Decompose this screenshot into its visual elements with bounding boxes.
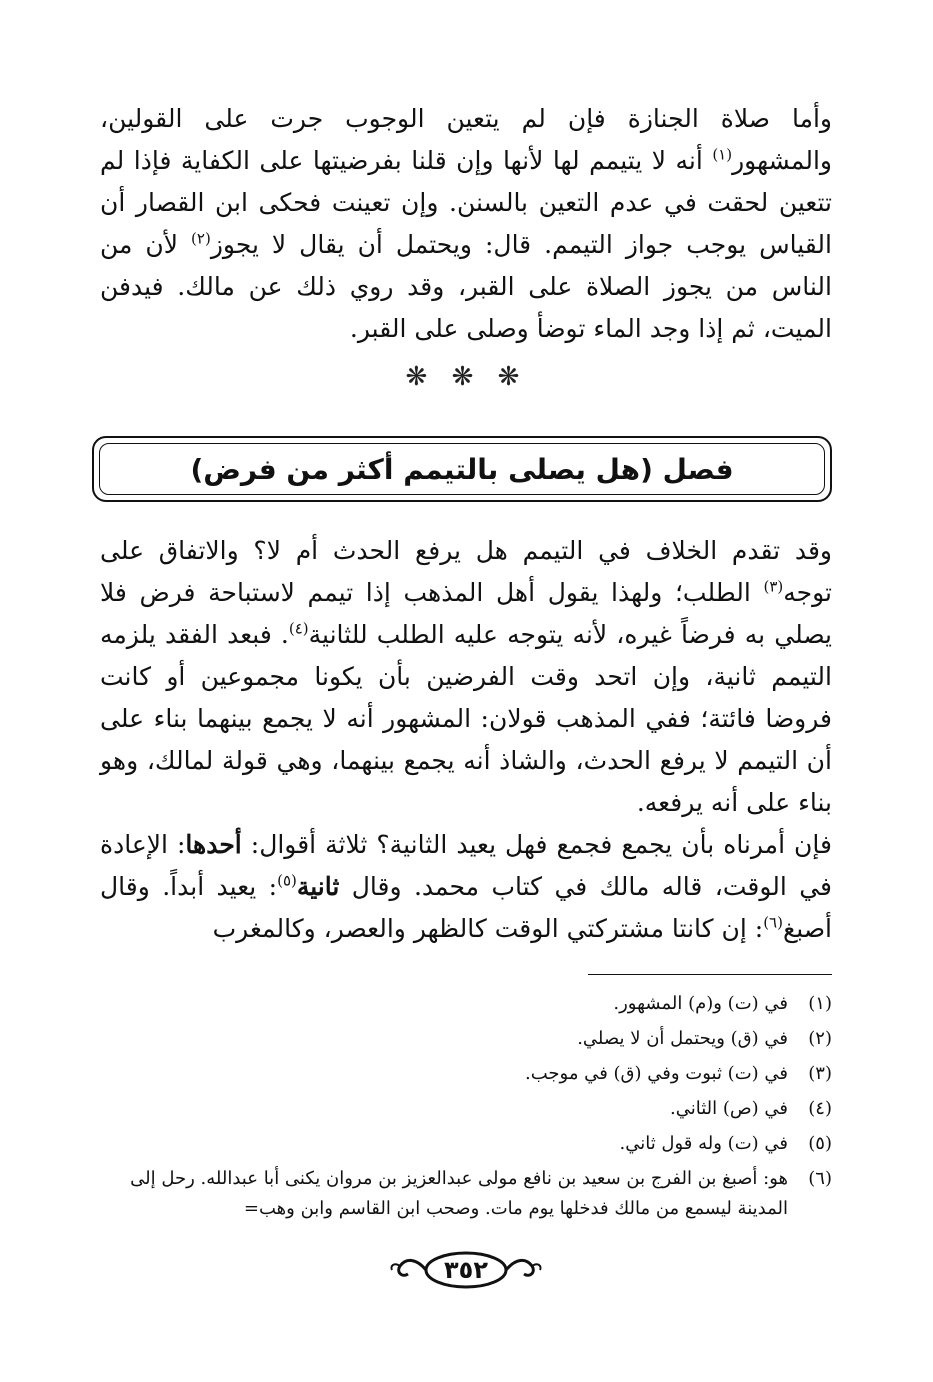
footnote-text: في (ق) ويحتمل أن لا يصلي.: [577, 1028, 788, 1049]
paragraph-text: : يعيد أبداً. وقال أصبغ: [100, 872, 832, 943]
footnote-number: (١): [808, 993, 832, 1014]
footnote-number: (٢): [808, 1028, 832, 1049]
paragraph-multiple-prayers: [100, 530, 832, 824]
paragraph-text: : إن كانتا مشتركتي الوقت كالظهر والعصر، وكالمغرب: [212, 914, 764, 943]
footnote-text: في (ص) الثاني.: [670, 1098, 788, 1119]
footnote-ref-3[interactable]: (٣): [763, 577, 784, 596]
footnote-number: (٤): [808, 1098, 832, 1119]
footnote-text: هو: أصبغ بن الفرج بن سعيد بن نافع مولى عبدالعزيز بن مروان يكنى أبا عبدالله. رحل إلى المدينة ليسمع من مالك فدخلها يوم مات. وصحب ابن القاسم وابن وهب=: [130, 1168, 788, 1219]
bold-term-second: ثانية: [296, 872, 340, 901]
footnote-item: [92, 1021, 832, 1056]
footnote-ref-4[interactable]: (٤): [288, 619, 309, 638]
paragraph-text: : الإعادة في الوقت، قاله مالك في كتاب محمد. وقال: [100, 830, 833, 901]
page-number: ٣٥٢: [444, 1256, 488, 1284]
footnote-number: (٣): [808, 1063, 832, 1084]
footnote-item: [92, 986, 832, 1021]
footnote-number: (٦): [808, 1168, 832, 1189]
footnotes-list: [92, 986, 832, 1224]
chapter-heading-frame: [92, 436, 832, 502]
paragraph-text: وأما صلاة الجنازة فإن لم يتعين الوجوب جرت على القولين، والمشهور: [100, 104, 832, 175]
section-separator: ❋ ❋ ❋: [405, 362, 528, 392]
footnote-number: (٥): [808, 1133, 832, 1154]
paragraph-text: أنه لا يتيمم لها لأنها وإن قلنا بفرضيتها على الكفاية فإذا لم تتعين لحقت في عدم التعين بالسنن. وإن تعينت فحكى ابن القصار أن القياس يوجب جواز التيمم. قال: ويحتمل أن يقال لا يجوز: [100, 146, 832, 259]
paragraph-text: . فبعد الفقد يلزمه التيمم ثانية، وإن اتحد وقت الفرضين بأن يكونا مجموعين أو كانت فروضا فائتة؛ ففي المذهب قولان: المشهور أنه لا يجمع بينهما بناء على أن التيمم لا يرفع الحدث، والشاذ أنه يجمع بينهما، وهي قولة لمالك، وهو بناء على أنه يرفعه.: [100, 620, 832, 817]
footnote-text: في (ت) وله قول ثاني.: [619, 1133, 788, 1154]
paragraph-text: لأن من الناس من يجوز الصلاة على القبر، وقد روي ذلك عن مالك. فيدفن الميت، ثم إذا وجد الماء توضأ وصلى على القبر.: [100, 230, 832, 343]
paragraph-three-opinions: [100, 824, 832, 950]
paragraph-funeral-prayer: [100, 98, 832, 350]
paragraph-text: فإن أمرناه بأن يجمع فجمع فهل يعيد الثانية؟ ثلاثة أقوال:: [241, 830, 832, 859]
footnote-item: [92, 1161, 832, 1224]
chapter-heading: فصل (هل يصلى بالتيمم أكثر من فرض): [190, 452, 734, 486]
paragraph-text: الطلب؛ ولهذا يقول أهل المذهب إذا تيمم لاستباحة فرض فلا يصلي به فرضاً غيره، لأنه يتوجه عليه الطلب للثانية: [100, 578, 832, 649]
footnote-divider: [588, 974, 832, 975]
footnote-text: في (ت) و(م) المشهور.: [613, 993, 788, 1014]
footnote-ref-1[interactable]: (١): [712, 145, 733, 164]
footnote-text: في (ت) ثبوت وفي (ق) في موجب.: [525, 1063, 788, 1084]
paragraph-text: وقد تقدم الخلاف في التيمم هل يرفع الحدث أم لا؟ والاتفاق على توجه: [100, 536, 832, 607]
bold-term-first: أحدها: [185, 830, 242, 859]
footnote-ref-5[interactable]: (٥): [277, 871, 297, 890]
footnote-item: [92, 1126, 832, 1161]
footnote-ref-2[interactable]: (٢): [191, 229, 211, 248]
page-number-ornament: [386, 1248, 546, 1292]
footnote-item: [92, 1091, 832, 1126]
footnote-ref-6[interactable]: (٦): [763, 913, 783, 932]
footnote-item: [92, 1056, 832, 1091]
